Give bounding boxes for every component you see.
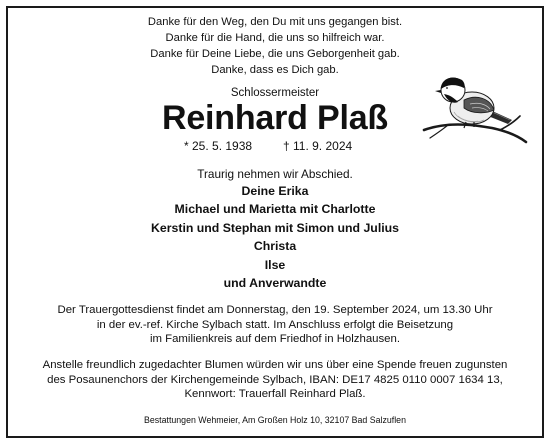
deceased-profession: Schlossermeister [230, 87, 320, 99]
donation-line: Kennwort: Trauerfall Reinhard Plaß. [184, 388, 366, 400]
service-info [0, 303, 550, 347]
mourner-entry: Deine Erika [241, 184, 309, 198]
service-line: in der ev.-ref. Kirche Sylbach statt. Im Anschluss erfolgt die Beisetzung [96, 318, 454, 331]
deceased-name: Reinhard Plaß [161, 99, 388, 137]
donation-line: Anstelle freundlich zugedachter Blumen würden wir uns über eine Spende freuen zugunsten [42, 359, 508, 371]
service-line: Der Trauergottesdienst findet am Donnerstag, den 19. September 2024, um 13.30 Uhr [57, 304, 493, 316]
funeral-home-footer: Bestattungen Wehmeier, Am Großen Holz 10, 32107 Bad Salzuflen [144, 415, 406, 425]
death-date: † 11. 9. 2024 [283, 139, 353, 153]
mourner-entry: Kerstin und Stephan mit Simon und Julius [151, 220, 399, 235]
poem-line: Danke für Deine Liebe, die uns Geborgenheit gab. [150, 48, 400, 60]
donation-info [0, 358, 550, 402]
mourners-list [0, 182, 550, 292]
poem-line: Danke, dass es Dich gab. [211, 64, 339, 76]
mourner-entry: Christa [253, 239, 297, 254]
service-line: im Familienkreis auf dem Friedhof in Holzhausen. [149, 333, 401, 345]
poem-line: Danke für die Hand, die uns so hilfreich war. [165, 32, 385, 44]
donation-line: des Posaunenchors der Kirchengemeinde Sylbach, IBAN: DE17 4825 0110 0007 1634 13, [47, 373, 503, 386]
farewell-line: Traurig nehmen wir Abschied. [197, 167, 353, 181]
mourner-entry: und Anverwandte [223, 276, 327, 291]
mourner-entry: Michael und Marietta mit Charlotte [174, 202, 376, 217]
poem-line: Danke für den Weg, den Du mit uns gegangen bist. [147, 16, 403, 28]
mourner-entry: Ilse [264, 257, 286, 272]
birth-date: * 25. 5. 1938 [184, 139, 253, 153]
